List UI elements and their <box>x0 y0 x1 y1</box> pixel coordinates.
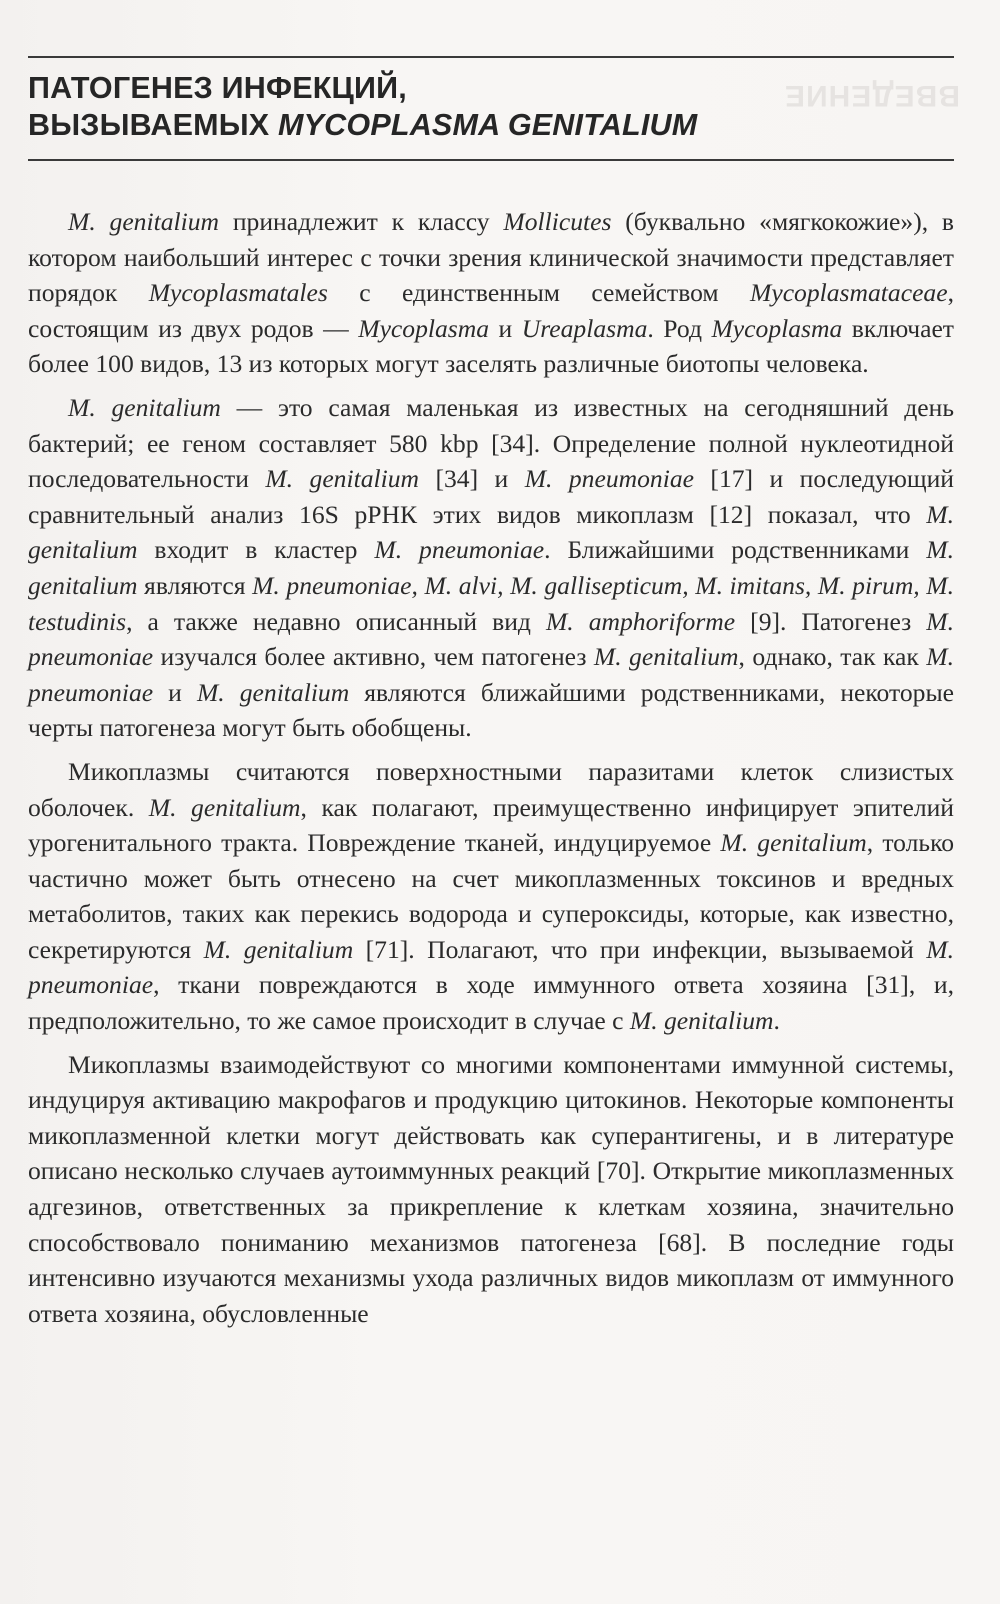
italic-term: M. genitalium <box>28 535 954 600</box>
text-run: . Ближайшими родственниками <box>544 535 927 565</box>
italic-term: M. pneumoniae <box>28 642 955 707</box>
text-run: [71]. Полагают, что при инфекции, вызываемой <box>353 934 927 964</box>
text-run: . Род <box>647 313 712 343</box>
paragraph <box>28 390 954 746</box>
bottom-rule <box>28 159 954 161</box>
italic-term: M. genitalium <box>28 499 954 565</box>
text-run: изучался более активно, чем патогенез <box>153 642 594 672</box>
italic-term: M. pneumoniae <box>28 934 954 1000</box>
text-run: и <box>489 313 522 343</box>
text-run: — это самая маленькая из известных на сегодняшний день бактерий; ее геном составляет 580 kbp [34]. Определение полной нуклеотидной последовательности <box>28 392 954 494</box>
text-run: включает более 100 видов, 13 из которых могут заселять различные биотопы человека. <box>28 313 954 379</box>
paragraph <box>28 1047 954 1332</box>
body-text <box>28 204 954 1331</box>
italic-term: M. pneumoniae <box>28 606 954 672</box>
italic-term: Ureaplasma <box>521 313 648 343</box>
paragraph <box>28 754 954 1039</box>
text-run: , как полагают, преимущественно инфицирует эпителий урогенитального тракта. Повреждение тканей, индуцируемое <box>28 792 954 858</box>
italic-term: Mollicutes <box>503 207 612 236</box>
italic-term: M. genitalium <box>265 464 420 494</box>
paragraph <box>28 204 954 382</box>
text-run: Микоплазмы взаимодействуют со многими компонентами иммунной системы, индуцируя активацию макрофагов и продукцию цитокинов. Некоторые компоненты микоплазменной клетки могут действовать как суперантигены, и в литературе описано несколько случаев аутоиммунных реакций [70]. Открытие микоплазменных адгезинов, ответственных за прикрепление к клеткам хозяина, значительно способствовало пониманию механизмов патогенеза [68]. В последние годы интенсивно изучаются механизмы ухода различных видов микоплазм от иммунного ответа хозяина, обусловленные <box>28 1049 954 1328</box>
text-run: , однако, так как <box>738 642 927 672</box>
italic-term: M. genitalium <box>629 1006 774 1036</box>
chapter-title <box>28 70 954 144</box>
text-run: , только частично может быть отнесено на счет микоплазменных токсинов и вредных метаболитов, таких как перекись водорода и супероксиды, которые, как известно, секретируются <box>28 828 955 964</box>
text-run: , а также недавно описанный вид <box>126 606 546 636</box>
text-run: являются ближайшими родственниками, некоторые черты патогенеза могут быть обобщены. <box>28 677 954 743</box>
italic-term: M. amphoriforme <box>545 606 736 636</box>
top-rule <box>28 56 954 58</box>
text-run: . <box>773 1006 780 1036</box>
italic-term: M. genitalium <box>203 934 354 964</box>
chapter-title-organism: MYCOPLASMA GENITALIUM <box>278 108 698 142</box>
text-run: , ткани повреждаются в ходе иммунного ответа хозяина [31], и, предположительно, то же самое происходит в случае с <box>28 970 954 1036</box>
italic-term: M. pneumoniae <box>524 464 694 494</box>
text-run: являются <box>137 570 253 600</box>
italic-term: M. genitalium <box>593 642 739 672</box>
text-run: (буквально «мягкокожие»), в котором наибольший интерес с точки зрения клинической значимости представляет порядок <box>28 207 955 308</box>
chapter-title-line-2 <box>28 107 954 144</box>
italic-term: Mycoplasmatales <box>148 278 328 308</box>
text-run: [17] и последующий сравнительный анализ 16S рРНК этих видов микоплазм [12] показал, что <box>28 464 954 529</box>
italic-term: M. genitalium <box>148 792 301 822</box>
italic-term: M. genitalium <box>68 207 220 236</box>
text-run: и <box>153 677 197 707</box>
italic-term: M. pneumoniae, M. alvi, M. gallisepticum, M. imitans, M. pirum, M. testudinis <box>28 570 954 636</box>
italic-term: M. pneumoniae <box>374 535 545 565</box>
italic-term: Mycoplasma <box>711 313 843 343</box>
bleed-through-heading: ВВЕДЕНИЕ <box>784 79 960 112</box>
text-run: с единственным семейством <box>327 278 751 308</box>
text-run: , состоящим из двух родов — <box>28 278 954 343</box>
italic-term: M. genitalium <box>196 677 350 707</box>
text-run: [34] и <box>419 464 525 494</box>
chapter-title-line-1: ПАТОГЕНЕЗ ИНФЕКЦИЙ, <box>28 71 407 105</box>
text-run: входит в кластер <box>137 535 375 565</box>
italic-term: M. genitalium <box>720 828 867 858</box>
text-run: Микоплазмы считаются поверхностными паразитами клеток слизистых оболочек. <box>28 756 954 822</box>
italic-term: Mycoplasmataceae <box>750 278 948 308</box>
text-run: [9]. Патогенез <box>735 606 927 636</box>
italic-term: Mycoplasma <box>358 313 490 343</box>
italic-term: M. genitalium <box>68 392 221 422</box>
chapter-title-prefix: ВЫЗЫВАЕМЫХ <box>28 108 279 142</box>
text-run: принадлежит к классу <box>219 207 504 236</box>
